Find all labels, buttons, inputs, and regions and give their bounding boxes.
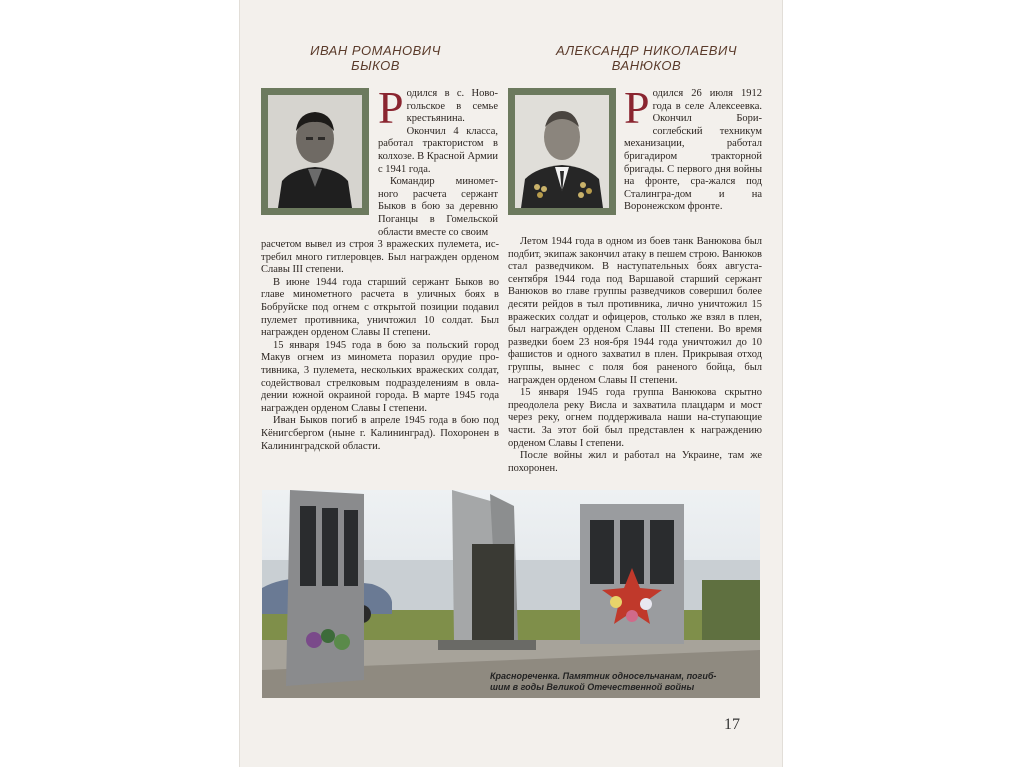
page-number: 17 [724, 716, 740, 733]
heading-bykov-line1: ИВАН РОМАНОВИЧ [310, 43, 441, 58]
bykov-para-2-cont: расчетом вывел из строя 3 вражеских пулемета, ис-требил много гитлеровцев. Был награжден орденом Славы III степени. [261, 239, 499, 276]
heading-vanyukov [511, 43, 782, 73]
vanyukov-para-4: После войны жил и работал на Украине, там же похоронен. [508, 450, 762, 474]
bykov-para-4: 15 января 1945 года в бою за польский город Макув огнем из миномета поразил орудие про-тивника, 3 пулемета, нескольких вражеских солдат, содействовал стрелковым подразделениям в овла-дении южной окраиной города. В марте 1945 года награжден орденом Славы I степени. [261, 339, 499, 414]
portrait-bykov-frame [261, 88, 369, 215]
bykov-para-3: В июне 1944 года старший сержант Быков во главе минометного расчета в уличных боях в Бобруйске под огнем с открытой позиции подавил пулемет противника, уничтожил 10 солдат. Был награжден орденом Славы II степени. [261, 276, 499, 339]
dropcap-bykov: Р [378, 82, 404, 133]
bykov-para-5: Иван Быков погиб в апреле 1945 года в бою под Кёнигсбергом (ныне г. Калининград). Похоронен в Калининградской области. [261, 415, 499, 452]
vanyukov-text-top [624, 82, 762, 214]
portrait-bykov [268, 95, 362, 208]
photo-caption: Краснореченка. Памятник односельчанам, погиб-шим в годы Великой Отечественной войны [490, 671, 717, 692]
bykov-text-top [378, 82, 498, 239]
heading-vanyukov-line1: АЛЕКСАНДР НИКОЛАЕВИЧ [555, 43, 738, 58]
bykov-para-2: Командир миномет-ного расчета сержант Быков в бою за деревню Поганцы в Гомельской области вместе со своим [378, 176, 498, 238]
vanyukov-text-bottom [508, 236, 762, 475]
vanyukov-para-1: одился 26 июля 1912 года в селе Алексеевка. Окончил Бори-соглебский техникум механизации, работал бригадиром тракторной бригады. С первого дня войны на фронте, сра-жался под Сталингра-дом и на Воронежском фронте. [624, 88, 762, 213]
book-page [240, 0, 782, 767]
portrait-vanyukov-frame [508, 88, 616, 215]
vanyukov-para-2: Летом 1944 года в одном из боев танк Ванюкова был подбит, экипаж закончил атаку в пешем строю. Ванюков стал разведчиком. В наступательных боях августа-сентября 1944 года под Варшавой старший сержант Ванюков во главе группы разведчиков совершил более десяти рейдов в тыл противника, лично уничтожил 15 вражеских солдат и офицеров, столько же взял в плен, был награжден орденом Славы III степени. Во время разведки боем 23 ноя-бря 1944 года уничтожил до 10 фашистов и одного захватил в плен. Прикрывая отход группы, вынес с поля боя раненого бойца, был награжден орденом Славы II степени. [508, 236, 762, 386]
heading-vanyukov-line2: ВАНЮКОВ [611, 58, 682, 73]
vanyukov-para-3: 15 января 1945 года группа Ванюкова скрытно преодолела реку Висла и захватила плацдарм и мост через реку, огнем поддерживала наши на-ступающие части. За этот бой был представлен к награждению орденом Славы I степени. [508, 387, 762, 449]
heading-bykov-line2: БЫКОВ [351, 58, 400, 73]
portrait-vanyukov [515, 95, 609, 208]
bykov-text-bottom [261, 239, 499, 453]
heading-bykov [240, 43, 511, 73]
dropcap-vanyukov: Р [624, 82, 650, 133]
bykov-para-1: одился в с. Ново-гольское в семье крестьянина. Окончил 4 класса, работал трактористом в колхозе. В Красной Армии с 1941 года. [378, 88, 498, 175]
memorial-photo [262, 490, 760, 698]
